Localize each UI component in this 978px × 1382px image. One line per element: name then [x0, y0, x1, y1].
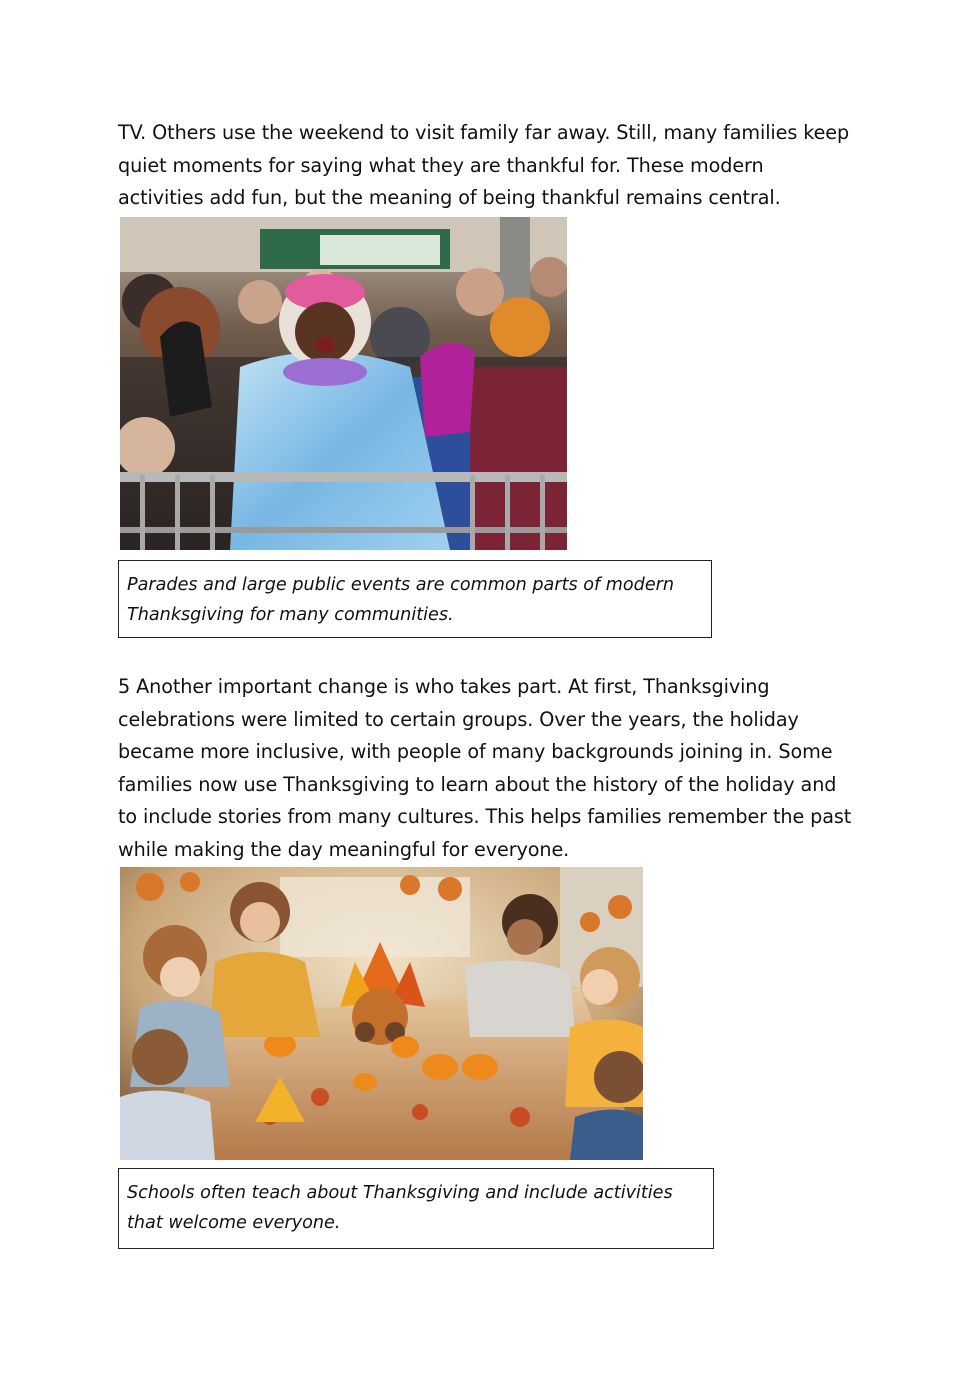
body-paragraph: 5 Another important change is who takes part. At first, Thanksgiving celebrations were limited to certain groups. Over the years, the holiday became more inclusive, with people of many backgrounds joining in. Some families now use Thanksgiving to learn about the history of the holiday and to include stories from many cultures. This helps families remember the past while making the day meaningful for everyone. — [118, 675, 852, 861]
body-paragraph: TV. Others use the weekend to visit family far away. Still, many families keep quiet moments for saying what they are thankful for. These modern activities add fun, but the meaning of being thankful remains central. — [118, 121, 850, 209]
photo-caption: Schools often teach about Thanksgiving and include activities that welcome everyone. — [118, 1168, 714, 1249]
photo-caption: Parades and large public events are common parts of modern Thanksgiving for many communities. — [118, 560, 712, 638]
parade-photo — [120, 217, 567, 550]
classroom-table-photo — [120, 867, 643, 1160]
